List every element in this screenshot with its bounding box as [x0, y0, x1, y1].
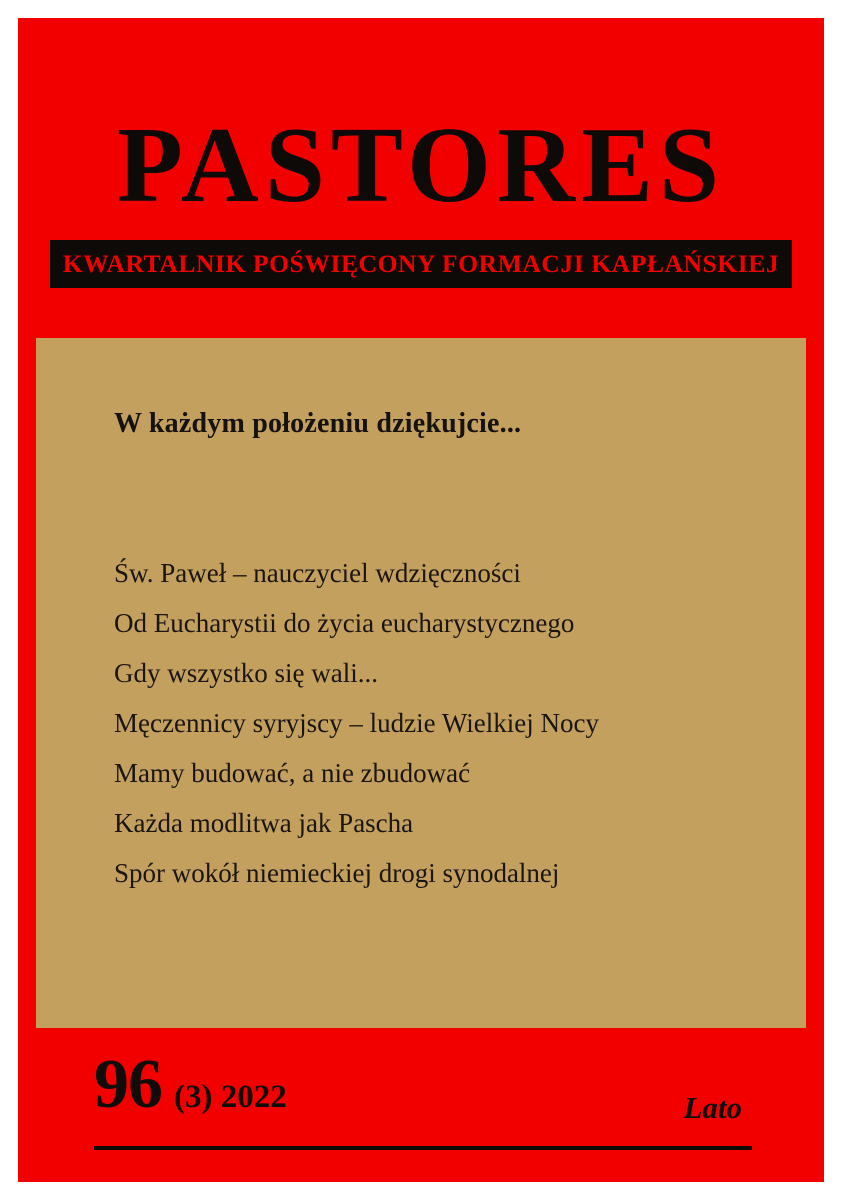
issue-detail: (3) 2022	[174, 1079, 287, 1115]
masthead	[18, 18, 824, 298]
issue-number: 96	[94, 1046, 162, 1123]
cover-background	[18, 18, 824, 1182]
journal-subtitle: KWARTALNIK POŚWIĘCONY FORMACJI KAPŁAŃSKIEJ	[62, 249, 780, 278]
list-item: Od Eucharystii do życia eucharystycznego	[114, 608, 575, 638]
journal-title: PASTORES	[116, 106, 726, 225]
list-item: Każda modlitwa jak Pascha	[114, 808, 414, 838]
cover-footer	[18, 1028, 824, 1182]
subtitle-bar	[50, 240, 792, 288]
season-label: Lato	[683, 1090, 742, 1125]
lead-article-title: W każdym położeniu dziękujcie...	[114, 408, 522, 439]
footer-divider	[94, 1146, 752, 1150]
list-item: Spór wokół niemieckiej drogi synodalnej	[114, 858, 560, 888]
list-item: Mamy budować, a nie zbudować	[114, 758, 471, 788]
list-item: Męczennicy syryjscy – ludzie Wielkiej Nocy	[114, 708, 600, 738]
list-item: Gdy wszystko się wali...	[114, 658, 378, 688]
list-item: Św. Paweł – nauczyciel wdzięczności	[114, 558, 521, 588]
table-of-contents	[114, 548, 754, 898]
issue-block	[94, 1046, 287, 1123]
contents-panel	[36, 338, 806, 1028]
